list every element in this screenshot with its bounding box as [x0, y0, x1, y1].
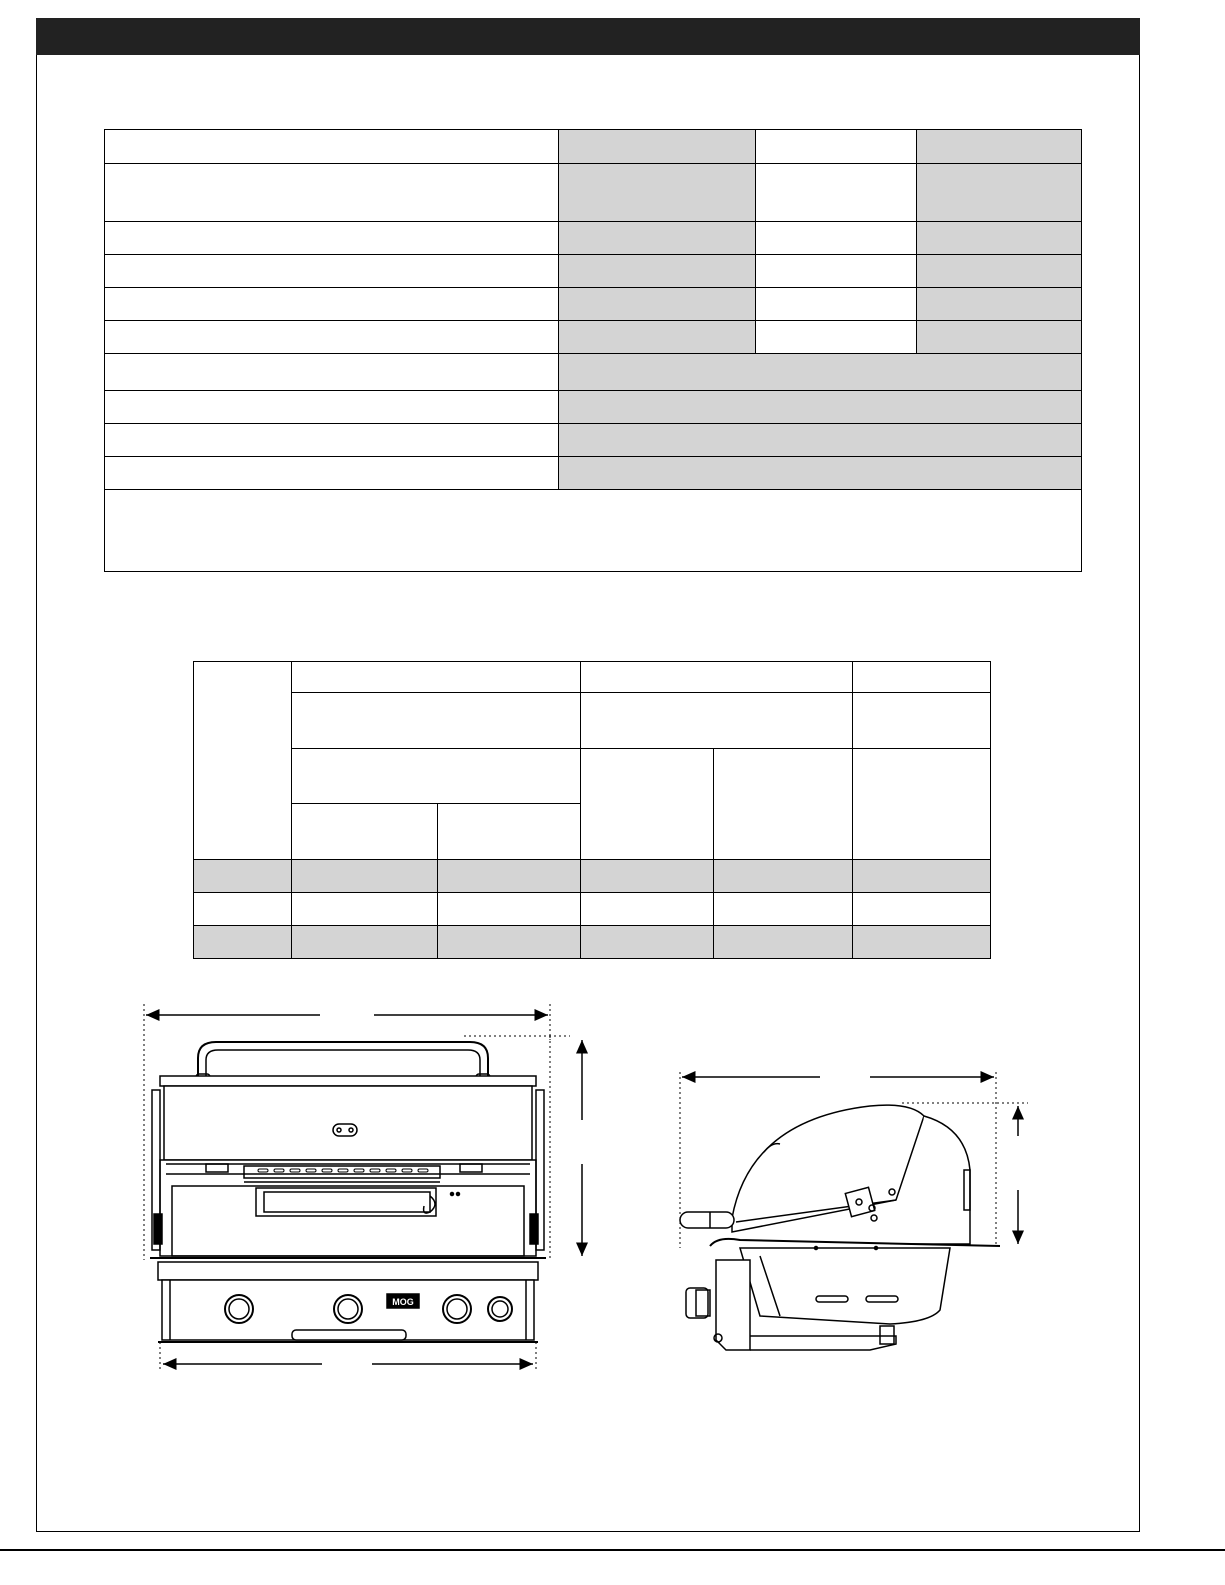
lid-handle-side — [680, 1212, 734, 1228]
gas-header-cell — [438, 804, 581, 860]
spec-cell — [917, 164, 1082, 222]
spec-label — [105, 457, 559, 490]
spec-label — [105, 255, 559, 288]
control-knob-side — [686, 1288, 708, 1318]
firebox-side — [740, 1248, 950, 1324]
gas-cell — [194, 860, 292, 893]
gas-cell — [853, 893, 991, 926]
gas-header-row — [194, 693, 991, 749]
drip-tray-handle — [292, 1330, 406, 1340]
gas-cell — [438, 860, 581, 893]
gas-header-cell — [853, 749, 991, 860]
spec-cell — [917, 222, 1082, 255]
gas-cell — [292, 926, 438, 959]
gas-row — [194, 893, 991, 926]
spec-value — [559, 457, 1082, 490]
gas-cell — [581, 893, 714, 926]
spec-label — [105, 288, 559, 321]
spec-cell — [917, 288, 1082, 321]
gas-row — [194, 860, 991, 893]
gas-header-row — [194, 749, 991, 804]
spec-row — [105, 130, 1082, 164]
gas-header-cell — [853, 693, 991, 749]
spec-cell — [917, 255, 1082, 288]
spec-label — [105, 391, 559, 424]
gas-cell — [581, 926, 714, 959]
gas-cell — [292, 860, 438, 893]
gas-header-cell — [292, 662, 581, 693]
spec-cell — [917, 130, 1082, 164]
spec-cell — [756, 255, 917, 288]
spec-cell — [756, 288, 917, 321]
gas-header-cell — [292, 749, 581, 804]
gas-cell — [581, 860, 714, 893]
spec-cell — [756, 321, 917, 354]
spec-row — [105, 255, 1082, 288]
spec-cell — [756, 130, 917, 164]
spec-row — [105, 424, 1082, 457]
spec-label — [105, 164, 559, 222]
spec-row — [105, 354, 1082, 391]
spec-row — [105, 457, 1082, 490]
brand-logo: MOG — [392, 1297, 414, 1307]
gas-header-cell — [714, 749, 853, 860]
specifications-table — [104, 129, 1082, 572]
gas-cell — [438, 893, 581, 926]
gas-cell — [292, 893, 438, 926]
spec-label — [105, 222, 559, 255]
spec-note-row — [105, 490, 1082, 572]
gas-cell — [853, 860, 991, 893]
control-panel — [158, 1262, 538, 1280]
gas-cell — [714, 893, 853, 926]
spec-cell — [917, 321, 1082, 354]
spec-cell — [559, 164, 756, 222]
gas-header-cell — [292, 804, 438, 860]
grill-lid — [160, 1076, 536, 1086]
header-bar — [36, 18, 1140, 55]
lid-handle — [198, 1042, 488, 1076]
spec-cell — [559, 130, 756, 164]
gas-cell — [714, 860, 853, 893]
gas-header-cell — [853, 662, 991, 693]
gas-table — [193, 661, 991, 959]
gas-header-cell — [292, 693, 581, 749]
grill-lid-side — [732, 1105, 924, 1232]
spec-value — [559, 391, 1082, 424]
gas-row — [194, 926, 991, 959]
spec-row — [105, 164, 1082, 222]
spec-value — [559, 424, 1082, 457]
spec-row — [105, 288, 1082, 321]
spec-cell — [559, 321, 756, 354]
spec-row — [105, 391, 1082, 424]
gas-header-cell — [581, 662, 853, 693]
gas-cell — [438, 926, 581, 959]
gas-cell — [194, 926, 292, 959]
spec-note — [105, 490, 1082, 572]
spec-value — [559, 354, 1082, 391]
grill-front-view-drawing — [130, 1000, 610, 1380]
grill-side-view-drawing — [670, 1060, 1050, 1360]
bottom-rule — [0, 1549, 1225, 1551]
spec-label — [105, 321, 559, 354]
spec-row — [105, 222, 1082, 255]
gas-cell — [714, 926, 853, 959]
spec-label — [105, 130, 559, 164]
spec-label — [105, 354, 559, 391]
spec-label — [105, 424, 559, 457]
spec-cell — [756, 222, 917, 255]
spec-cell — [756, 164, 917, 222]
gas-cell — [194, 893, 292, 926]
gas-header-row — [194, 662, 991, 693]
width-dimension-bottom — [160, 1342, 536, 1372]
gas-cell — [853, 926, 991, 959]
gas-header-cell — [581, 693, 853, 749]
spec-row — [105, 321, 1082, 354]
spec-cell — [559, 255, 756, 288]
gas-header-cell — [581, 749, 714, 860]
gas-header-model — [194, 662, 292, 860]
spec-cell — [559, 222, 756, 255]
spec-cell — [559, 288, 756, 321]
